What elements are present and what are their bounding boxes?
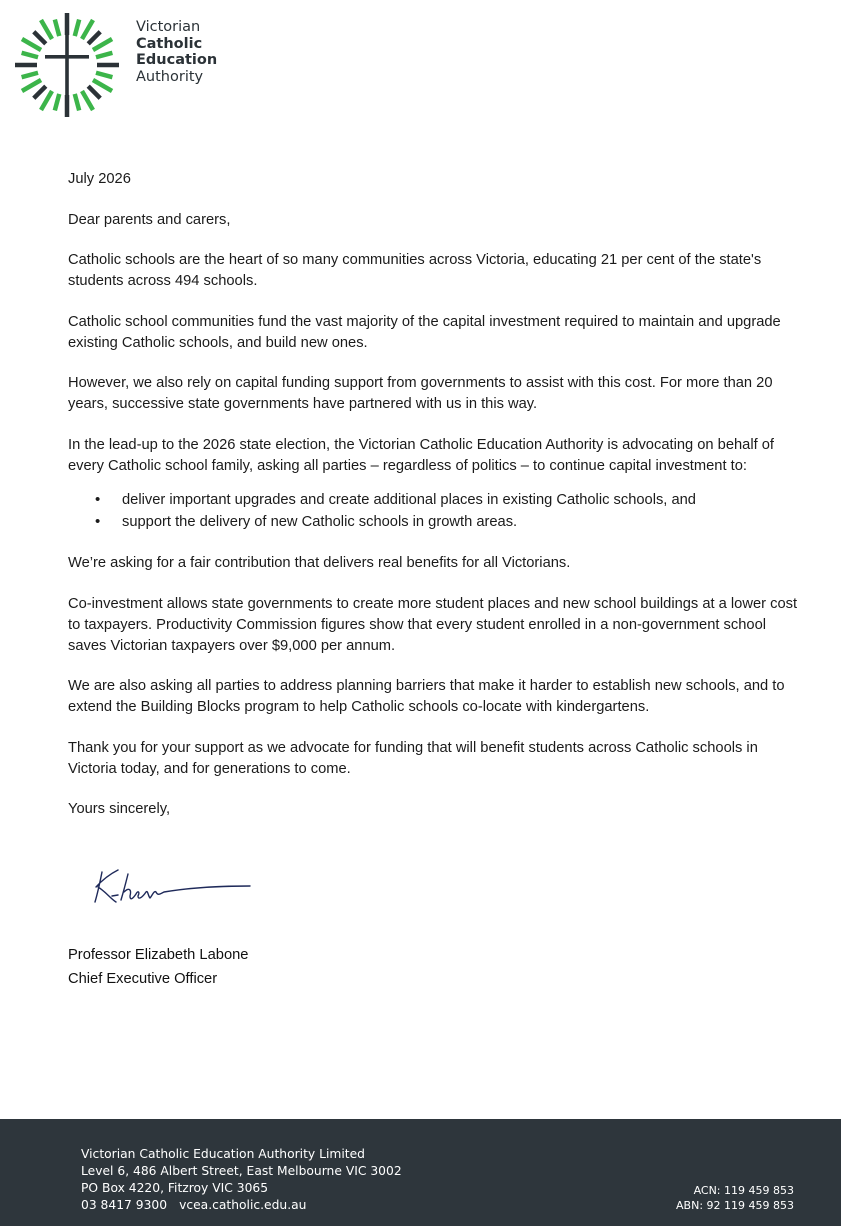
signatory-block — [68, 943, 248, 991]
logo-ray — [88, 86, 100, 98]
letter-date: July 2026 — [68, 171, 131, 187]
letter-paragraph: Catholic schools are the heart of so many communities across Victoria, educating 21 per cent of the state's students across 494 schools. — [68, 252, 762, 289]
logo-ray — [41, 20, 52, 39]
logo-ray — [93, 80, 112, 91]
letter-paragraph: Thank you for your support as we advocate for funding that will benefit students across Catholic schools in Victoria today, and for generations to come. — [68, 739, 758, 777]
logo-wordmark — [136, 19, 217, 85]
logo-ray — [82, 20, 93, 39]
logo-ray — [82, 91, 93, 110]
logo-line-1: Victorian — [136, 19, 201, 35]
footer-website-link[interactable]: vcea.catholic.edu.au — [179, 1198, 307, 1212]
handwritten-signature — [88, 862, 258, 912]
logo-ray — [22, 73, 38, 77]
logo-ray — [88, 32, 100, 44]
page-footer — [0, 1119, 841, 1226]
footer-phone: 03 8417 9300 — [81, 1198, 168, 1212]
footer-acn: ACN: 119 459 853 — [693, 1184, 794, 1197]
signatory-name: Professor Elizabeth Labone — [68, 947, 249, 963]
footer-contact — [81, 1146, 402, 1214]
logo-ray — [34, 86, 46, 98]
logo-line-4: Authority — [136, 68, 204, 85]
footer-abn: ABN: 92 119 459 853 — [676, 1198, 794, 1212]
letter-paragraph: Co-investment allows state governments to create more student places and new school buildings at a lower cost to taxpayers. Productivity Commission figures show that every student enrolled in a non-government school saves Victorian taxpayers over $9,000 per annum. — [68, 595, 798, 654]
logo-ray — [34, 32, 46, 44]
footer-company: Victorian Catholic Education Authority Limited — [81, 1147, 365, 1161]
footer-phone-web — [81, 1197, 402, 1214]
footer-address: Level 6, 486 Albert Street, East Melbourne VIC 3002 — [81, 1164, 402, 1178]
vcea-logo-icon — [14, 12, 120, 118]
letter-salutation: Dear parents and carers, — [68, 211, 231, 228]
signatory-title: Chief Executive Officer — [68, 971, 218, 987]
logo-ray — [55, 94, 59, 110]
logo-ray — [96, 53, 112, 57]
letter-paragraph: In the lead-up to the 2026 state election, the Victorian Catholic Education Authority is advocating on behalf of every Catholic school family, asking all parties – regardless of politics – to continue capital investment to: — [68, 436, 775, 474]
logo-ray — [22, 39, 41, 50]
letter-body — [68, 169, 803, 840]
logo-ray — [75, 94, 79, 110]
letter-paragraph: However, we also rely on capital funding support from governments to assist with this cost. For more than 20 years, successive state governments have partnered with us in this way. — [68, 375, 773, 412]
logo-ray — [22, 80, 41, 91]
logo-ray — [93, 39, 112, 50]
footer-po-box: PO Box 4220, Fitzroy VIC 3065 — [81, 1181, 269, 1195]
logo-ray — [22, 53, 38, 57]
footer-registration — [676, 1184, 794, 1213]
logo-ray — [75, 20, 79, 36]
logo-ray — [41, 91, 52, 110]
letter-closing: Yours sincerely, — [68, 801, 171, 817]
letter-paragraph: We are also asking all parties to address planning barriers that make it harder to establish new schools, and to extend the Building Blocks program to help Catholic schools co-locate with kindergartens. — [68, 678, 785, 715]
logo-ray — [96, 73, 112, 77]
list-item: • support the delivery of new Catholic schools in growth areas. — [68, 511, 803, 533]
letterhead — [14, 12, 314, 122]
letter-paragraph: Catholic school communities fund the vast majority of the capital investment required to maintain and upgrade existing Catholic schools, and build new ones. — [68, 313, 781, 351]
logo-line-2: Catholic — [136, 35, 203, 52]
list-item: • deliver important upgrades and create additional places in existing Catholic schools, and — [68, 489, 803, 511]
logo-ray — [55, 20, 59, 36]
letter-bullet-list — [68, 489, 803, 533]
letter-paragraph: We’re asking for a fair contribution that delivers real benefits for all Victorians. — [68, 555, 571, 571]
logo-line-3: Education — [136, 52, 218, 68]
